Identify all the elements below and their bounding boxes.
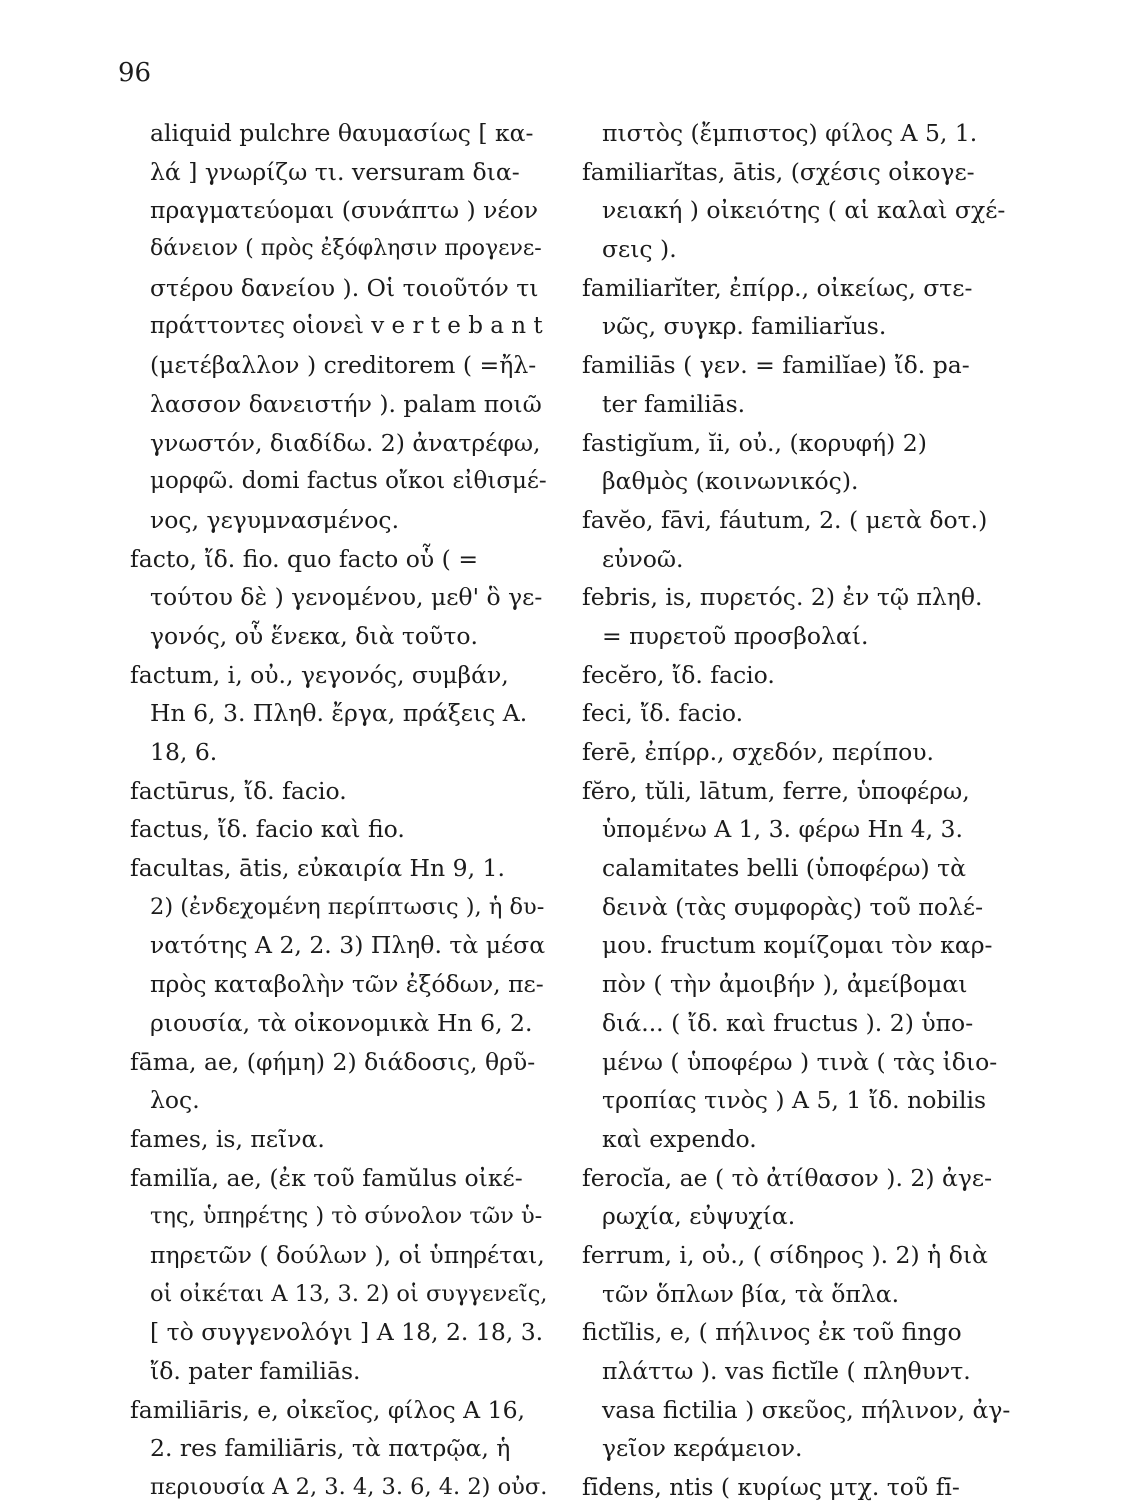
dictionary-line: [ τὸ συγγενολόγι ] A 18, 2. 18, 3. bbox=[150, 1318, 544, 1347]
dictionary-line: factus, ἴδ. facio καὶ fio. bbox=[130, 815, 405, 844]
dictionary-line: πιστὸς (ἔμπιστος) φίλος A 5, 1. bbox=[602, 119, 978, 147]
dictionary-line: τροπίας τινὸς ) A 5, 1 ἴδ. nobilis bbox=[602, 1086, 987, 1115]
dictionary-line: μου. fructum κομίζομαι τὸν καρ- bbox=[602, 931, 993, 960]
dictionary-line: ριουσία, τὰ οἰκονομικὰ Hn 6, 2. bbox=[150, 1008, 533, 1037]
page-number: 96 bbox=[118, 58, 152, 88]
dictionary-line: (μετέβαλλον ) creditorem ( =ἤλ- bbox=[150, 351, 537, 380]
dictionary-line: familiarĭter, ἐπίρρ., οἰκείως, στε- bbox=[582, 273, 973, 302]
dictionary-line: ὑπομένω A 1, 3. φέρω Hn 4, 3. bbox=[602, 815, 963, 844]
dictionary-line: σεις ). bbox=[602, 235, 677, 264]
dictionary-line: fastigĭum, ĭi, οὐ., (κορυφή) 2) bbox=[582, 428, 927, 457]
dictionary-line: ter familiās. bbox=[602, 389, 746, 418]
dictionary-line: τῶν ὅπλων βία, τὰ ὅπλα. bbox=[602, 1279, 900, 1308]
dictionary-line: calamitates belli (ὑποφέρω) τὰ bbox=[602, 854, 966, 883]
dictionary-line: familiās ( γεν. = familĭae) ἴδ. pa- bbox=[582, 351, 970, 380]
dictionary-line: fictĭlis, e, ( πήλινος ἐκ τοῦ fingo bbox=[582, 1318, 962, 1347]
dictionary-line: εὐνοῶ. bbox=[602, 544, 684, 573]
dictionary-line: febris, is, πυρετός. 2) ἐν τῷ πληθ. bbox=[582, 583, 983, 612]
dictionary-line: πραγματεύομαι (συνάπτω ) νέον bbox=[150, 196, 539, 225]
dictionary-line: facto, ἴδ. fio. quo facto οὗ ( = bbox=[130, 544, 479, 573]
dictionary-line: καὶ expendo. bbox=[602, 1124, 757, 1153]
dictionary-line: factūrus, ἴδ. facio. bbox=[130, 776, 347, 805]
dictionary-line: πλάττω ). vas fictĭle ( πληθυντ. bbox=[602, 1357, 971, 1385]
dictionary-line: δεινὰ (τὰς συμφορὰς) τοῦ πολέ- bbox=[602, 892, 984, 921]
dictionary-line: fecĕro, ἴδ. facio. bbox=[582, 660, 775, 689]
dictionary-line: διά... ( ἴδ. καὶ fructus ). 2) ὑπο- bbox=[602, 1008, 974, 1037]
dictionary-line: favĕo, fāvi, fáutum, 2. ( μετὰ δοτ.) bbox=[582, 505, 988, 534]
dictionary-line: facultas, ātis, εὐκαιρία Hn 9, 1. bbox=[130, 854, 505, 883]
dictionary-line: fāma, ae, (φήμη) 2) διάδοσις, θρῦ- bbox=[130, 1047, 536, 1076]
right-column bbox=[582, 114, 1052, 1507]
dictionary-line: νος, γεγυμνασμένος. bbox=[150, 505, 400, 534]
dictionary-line: λασσον δανειστήν ). palam ποιῶ bbox=[150, 389, 542, 418]
dictionary-line: ferrum, i, οὐ., ( σίδηρος ). 2) ἡ διὰ bbox=[582, 1240, 988, 1269]
dictionary-line: fīdens, ntis ( κυρίως μτχ. τοῦ fī- bbox=[582, 1473, 960, 1502]
dictionary-line: πὸν ( τὴν ἀμοιβήν ), ἀμείβομαι bbox=[602, 970, 968, 999]
dictionary-line: familiarĭtas, ātis, (σχέσις οἰκογε- bbox=[582, 157, 975, 186]
dictionary-line: 18, 6. bbox=[150, 738, 218, 766]
dictionary-line: βαθμὸς (κοινωνικός). bbox=[602, 467, 859, 496]
dictionary-line: fĕro, tŭli, lātum, ferre, ὑποφέρω, bbox=[582, 776, 970, 805]
dictionary-line: νατότης A 2, 2. 3) Πληθ. τὰ μέσα bbox=[150, 931, 546, 960]
dictionary-line: = πυρετοῦ προσβολαί. bbox=[602, 621, 869, 650]
dictionary-line: μένω ( ὑποφέρω ) τινὰ ( τὰς ἰδιο- bbox=[602, 1047, 998, 1076]
dictionary-line: πράττοντες οἱονεὶ v e r t e b a n t bbox=[150, 313, 543, 340]
dictionary-line: ferē, ἐπίρρ., σχεδόν, περίπου. bbox=[582, 738, 934, 766]
dictionary-line: λά ] γνωρίζω τι. versuram δια- bbox=[150, 157, 520, 186]
dictionary-line: 2) (ἐνδεχομένη περίπτωσις ), ἡ δυ- bbox=[150, 893, 545, 920]
dictionary-line: factum, i, οὐ., γεγονός, συμβάν, bbox=[130, 660, 509, 689]
dictionary-line: familiāris, e, οἰκεῖος, φίλος A 16, bbox=[130, 1395, 525, 1424]
dictionary-line: πηρετῶν ( δούλων ), οἱ ὑπηρέται, bbox=[150, 1240, 545, 1269]
dictionary-line: γνωστόν, διαδίδω. 2) ἀνατρέφω, bbox=[150, 428, 541, 457]
dictionary-line: νειακή ) οἰκειότης ( αἱ καλαὶ σχέ- bbox=[602, 196, 1006, 225]
dictionary-line: fames, is, πεῖνα. bbox=[130, 1124, 325, 1153]
dictionary-line: familĭa, ae, (ἐκ τοῦ famŭlus οἰκέ- bbox=[130, 1163, 523, 1192]
left-column bbox=[130, 114, 570, 1507]
dictionary-line: Hn 6, 3. Πληθ. ἔργα, πράξεις A. bbox=[150, 699, 528, 728]
dictionary-line: πρὸς καταβολὴν τῶν ἐξόδων, πε- bbox=[150, 970, 544, 999]
dictionary-line: νῶς, συγκρ. familiarĭus. bbox=[602, 312, 887, 341]
dictionary-line: λος. bbox=[150, 1086, 200, 1115]
dictionary-line: τούτου δὲ ) γενομένου, μεθ' ὃ γε- bbox=[150, 583, 543, 612]
dictionary-line: γονός, οὗ ἕνεκα, διὰ τοῦτο. bbox=[150, 621, 478, 650]
dictionary-line: ferocĭa, ae ( τὸ ἀτίθασον ). 2) ἀγε- bbox=[582, 1163, 993, 1192]
dictionary-line: στέρου δανείου ). Οἱ τοιοῦτόν τι bbox=[150, 273, 539, 302]
dictionary-line: μορφῶ. domi factus οἴκοι εἰθισμέ- bbox=[150, 468, 547, 495]
dictionary-line: vasa fictilia ) σκεῦος, πήλινον, ἀγ- bbox=[602, 1395, 1011, 1424]
dictionary-line: aliquid pulchre θαυμασίως [ κα- bbox=[150, 119, 534, 147]
dictionary-line: περιουσία A 2, 3. 4, 3. 6, 4. 2) οὐσ. bbox=[150, 1474, 548, 1501]
dictionary-line: ἴδ. pater familiās. bbox=[150, 1357, 361, 1385]
dictionary-line: δάνειον ( πρὸς ἐξόφλησιν προγενε- bbox=[150, 236, 542, 262]
dictionary-line: οἱ οἰκέται A 13, 3. 2) οἱ συγγενεῖς, bbox=[150, 1280, 548, 1307]
dictionary-line: 2. res familiāris, τὰ πατρῷα, ἡ bbox=[150, 1434, 511, 1463]
dictionary-line: feci, ἴδ. facio. bbox=[582, 699, 744, 728]
dictionary-line: της, ὑπηρέτης ) τὸ σύνολον τῶν ὑ- bbox=[150, 1203, 543, 1230]
dictionary-line: γεῖον κεράμειον. bbox=[602, 1434, 803, 1463]
dictionary-line: ρωχία, εὐψυχία. bbox=[602, 1202, 796, 1231]
